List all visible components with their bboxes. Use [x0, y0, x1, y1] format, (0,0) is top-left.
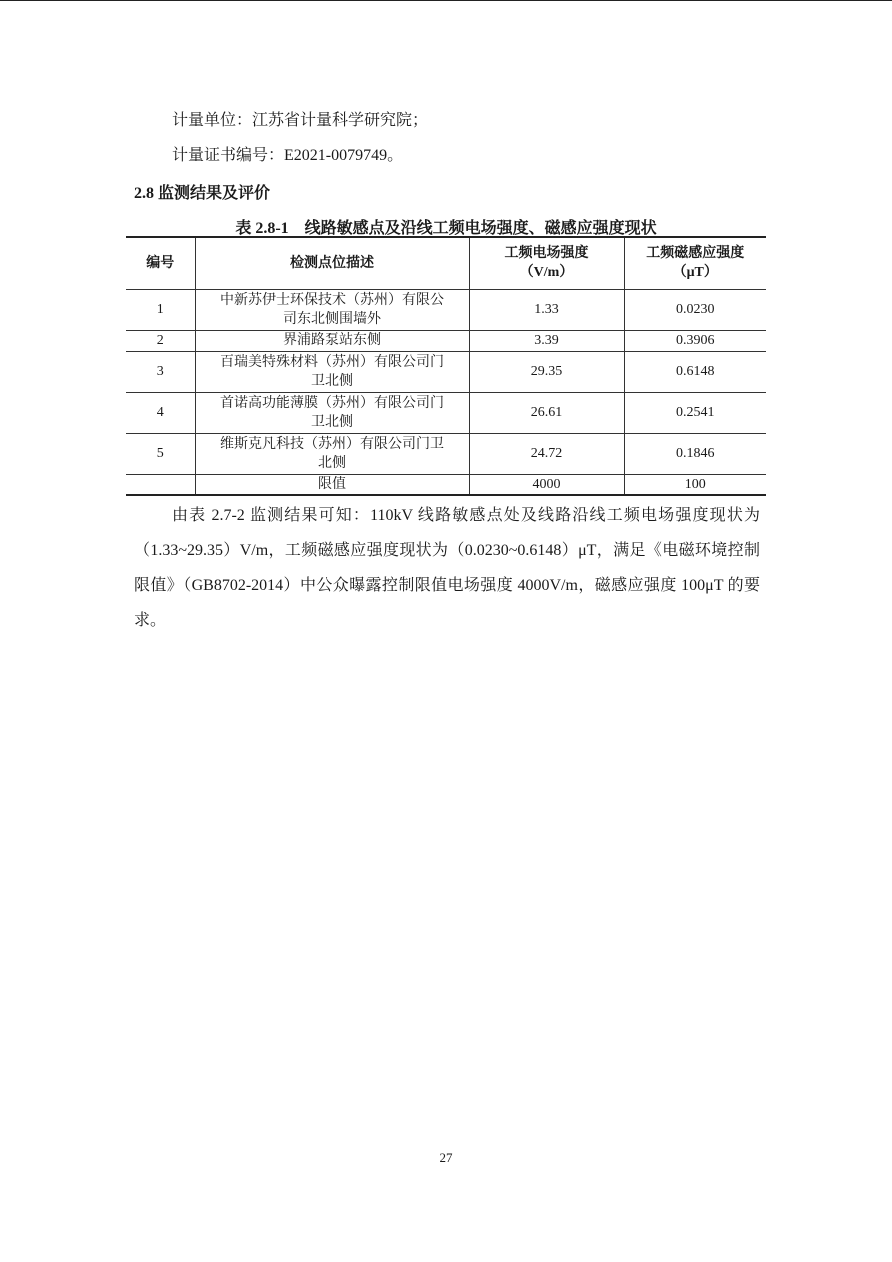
- table-caption: 表 2.8-1 线路敏感点及沿线工频电场强度、磁感应强度现状: [235, 220, 657, 237]
- cell-location-line: 卫北侧: [311, 373, 353, 389]
- table-row-limit: [126, 474, 766, 495]
- monitoring-results-table: [126, 236, 766, 496]
- table-row: [126, 351, 766, 392]
- table-header-row: [126, 237, 766, 289]
- header-b-field: [624, 237, 766, 289]
- cell-location: [195, 289, 469, 330]
- cell-e-field: 1.33: [469, 289, 624, 330]
- cell-b-field: 0.3906: [624, 330, 766, 351]
- cell-location-line: 界浦路泵站东侧: [283, 333, 381, 348]
- cell-b-field: 100: [624, 474, 766, 495]
- cell-location-line: 北侧: [318, 455, 346, 471]
- cell-b-field: 0.6148: [624, 351, 766, 392]
- header-e-field-name: 工频电场强度: [504, 246, 589, 262]
- cell-no: 1: [126, 289, 195, 330]
- table-row: [126, 330, 766, 351]
- section-heading: 2.8 监测结果及评价: [134, 185, 271, 202]
- cell-location-line: 卫北侧: [311, 414, 353, 430]
- header-e-field: [469, 237, 624, 289]
- header-no: 编号: [126, 237, 195, 289]
- page-top-rule: [0, 0, 892, 1]
- cell-location-line: 首诺高功能薄膜（苏州）有限公司门: [220, 395, 444, 411]
- header-b-field-unit: （μT）: [672, 265, 718, 281]
- cell-e-field: 3.39: [469, 330, 624, 351]
- cell-e-field: 24.72: [469, 433, 624, 474]
- cell-no: 5: [126, 433, 195, 474]
- cell-no: 4: [126, 392, 195, 433]
- cell-location-line: 中新苏伊士环保技术（苏州）有限公: [220, 292, 444, 308]
- cell-location-line: 百瑞美特殊材料（苏州）有限公司门: [220, 354, 444, 370]
- cell-location-line: 限值: [318, 476, 346, 492]
- cell-no: 3: [126, 351, 195, 392]
- page-number: 27: [439, 1150, 453, 1165]
- table-row: [126, 392, 766, 433]
- cell-e-field: 26.61: [469, 392, 624, 433]
- header-location: 检测点位描述: [195, 237, 469, 289]
- metrology-unit-line: 计量单位：江苏省计量科学研究院；: [172, 112, 429, 129]
- cell-location: [195, 433, 469, 474]
- cell-location: [195, 351, 469, 392]
- table-row: [126, 289, 766, 330]
- certificate-number-line: 计量证书编号：E2021-0079749。: [172, 147, 404, 164]
- table-row: [126, 433, 766, 474]
- cell-location-line: 维斯克凡科技（苏州）有限公司门卫: [220, 436, 444, 452]
- cell-location: [195, 330, 469, 351]
- conclusion-paragraph: 由表 2.7-2 监测结果可知：110kV 线路敏感点处及线路沿线工频电场强度现状为（1.33~29.35）V/m，工频磁感应强度现状为（0.0230~0.6148）μT，满足《电磁环境控制限值》（GB8702-2014）中公众曝露控制限值电场强度 4000V/m，磁感应强度 100μT 的要求。: [134, 507, 760, 629]
- cell-location: [195, 392, 469, 433]
- cell-e-field: 29.35: [469, 351, 624, 392]
- cell-b-field: 0.2541: [624, 392, 766, 433]
- cell-no: 2: [126, 330, 195, 351]
- header-b-field-name: 工频磁感应强度: [646, 246, 745, 262]
- cell-b-field: 0.1846: [624, 433, 766, 474]
- header-e-field-unit: （V/m）: [519, 265, 574, 281]
- cell-location-line: 司东北侧围墙外: [283, 311, 381, 327]
- cell-e-field: 4000: [469, 474, 624, 495]
- cell-b-field: 0.0230: [624, 289, 766, 330]
- cell-no: [126, 474, 195, 495]
- cell-location: [195, 474, 469, 495]
